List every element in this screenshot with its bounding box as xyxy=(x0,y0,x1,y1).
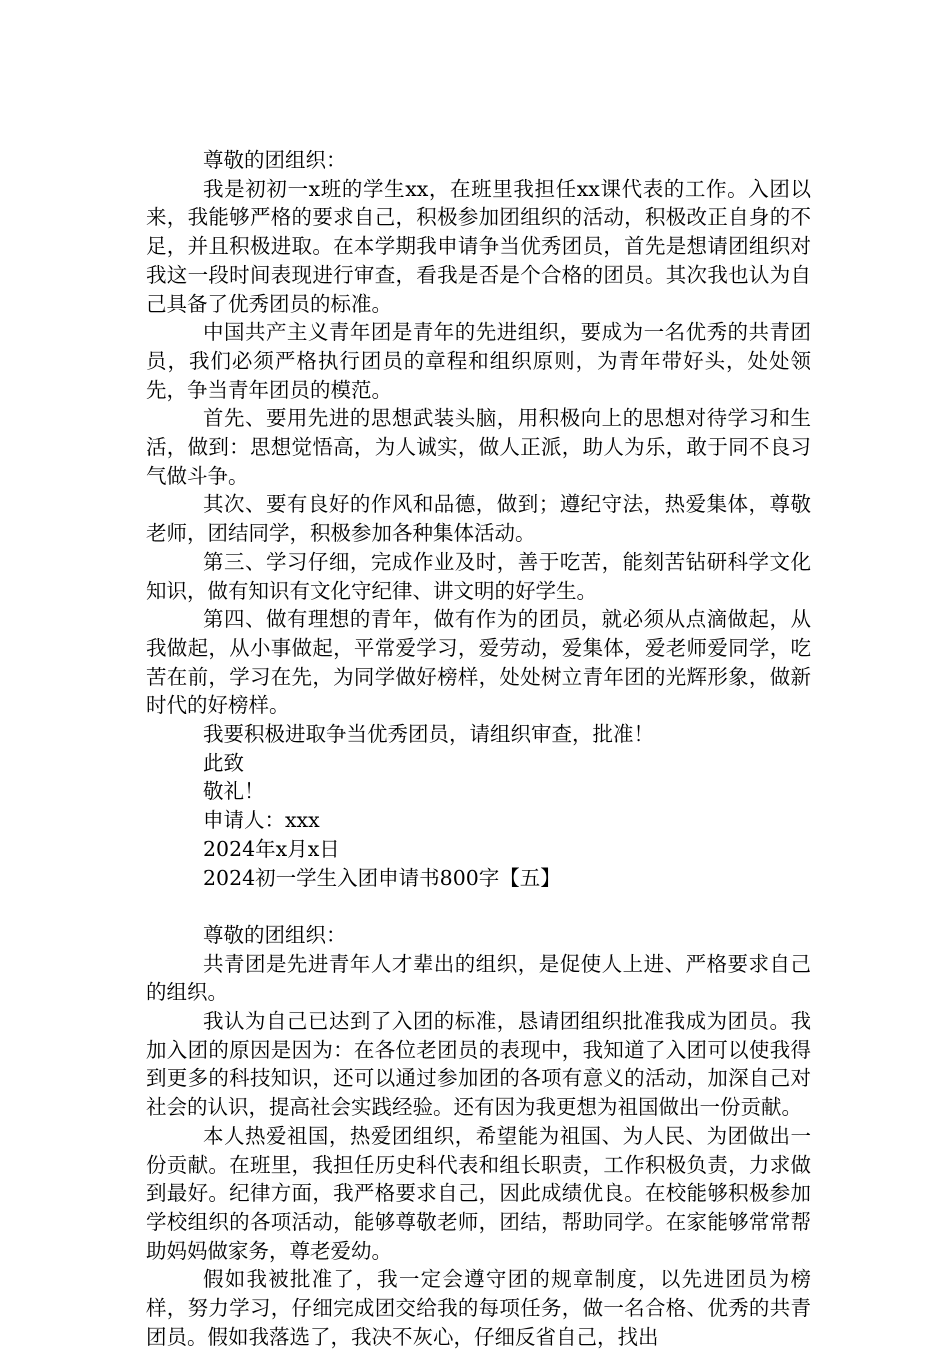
letter-two-paragraph: 我认为自己已达到了入团的标准，恳请团组织批准我成为团员。我加入团的原因是因为：在各位老团员的表现中，我知道了入团可以使我得到更多的科技知识，还可以通过参加团的各项有意义的活动，加深自己对社会的认识，提高社会实践经验。还有因为我更想为祖国做出一份贡献。 xyxy=(146,1009,811,1120)
document-body xyxy=(146,146,811,1352)
letter-two-paragraph: 假如我被批准了，我一定会遵守团的规章制度，以先进团员为榜样，努力学习，仔细完成团交给我的每项任务，做一名合格、优秀的共青团员。假如我落选了，我决不灰心，仔细反省自己，找出 xyxy=(146,1267,811,1349)
letter-one-paragraph: 我是初初一x班的学生xx，在班里我担任xx课代表的工作。入团以来，我能够严格的要求自己，积极参加团组织的活动，积极改正自身的不足，并且积极进取。在本学期我申请争当优秀团员，首先是想请团组织对我这一段时间表现进行审查，看我是否是个合格的团员。其次我也认为自己具备了优秀团员的标准。 xyxy=(146,176,811,316)
letter-one-closing-1: 此致 xyxy=(203,750,244,775)
letter-two-paragraph: 本人热爱祖国，热爱团组织，希望能为祖国、为人民、为团做出一份贡献。在班里，我担任历史科代表和组长职责，工作积极负责，力求做到最好。纪律方面，我严格要求自己，因此成绩优良。在校能够积极参加学校组织的各项活动，能够尊敬老师，团结，帮助同学。在家能够常常帮助妈妈做家务，尊老爱幼。 xyxy=(146,1123,811,1263)
letter-one-paragraph: 第三、学习仔细，完成作业及时，善于吃苦，能刻苦钻研科学文化知识，做有知识有文化守纪律、讲文明的好学生。 xyxy=(146,549,811,603)
letter-one-closing-2: 敬礼！ xyxy=(203,779,265,804)
letter-one-greeting: 尊敬的团组织： xyxy=(203,148,347,172)
letter-two-greeting: 尊敬的团组织： xyxy=(203,922,347,947)
letter-one-paragraph: 第四、做有理想的青年，做有作为的团员，就必须从点滴做起，从我做起，从小事做起，平常爱学习，爱劳动，爱集体，爱老师爱同学，吃苦在前，学习在先，为同学做好榜样，处处树立青年团的光辉形象，做新时代的好榜样。 xyxy=(146,607,811,718)
letter-one-date: 2024年x月x日 xyxy=(203,836,340,861)
letter-one-paragraph: 我要积极进取争当优秀团员，请组织审查，批准！ xyxy=(203,722,654,747)
letter-two-paragraph: 共青团是先进青年人才辈出的组织，是促使人上进、严格要求自己的组织。 xyxy=(146,951,811,1005)
letter-one-applicant: 申请人：xxx xyxy=(203,808,320,833)
blank-line xyxy=(146,892,811,921)
letter-one-paragraph: 其次、要有良好的作风和品德，做到；遵纪守法，热爱集体，尊敬老师，团结同学，积极参加各种集体活动。 xyxy=(146,492,811,546)
letter-one-paragraph: 首先、要用先进的思想武装头脑，用积极向上的思想对待学习和生活，做到：思想觉悟高，为人诚实，做人正派，助人为乐，敢于同不良习气做斗争。 xyxy=(146,406,811,488)
letter-one-paragraph: 中国共产主义青年团是青年的先进组织，要成为一名优秀的共青团员，我们必须严格执行团员的章程和组织原则，为青年带好头，处处领先，争当青年团员的模范。 xyxy=(146,320,811,402)
section-title: 2024初一学生入团申请书800字【五】 xyxy=(203,865,561,890)
